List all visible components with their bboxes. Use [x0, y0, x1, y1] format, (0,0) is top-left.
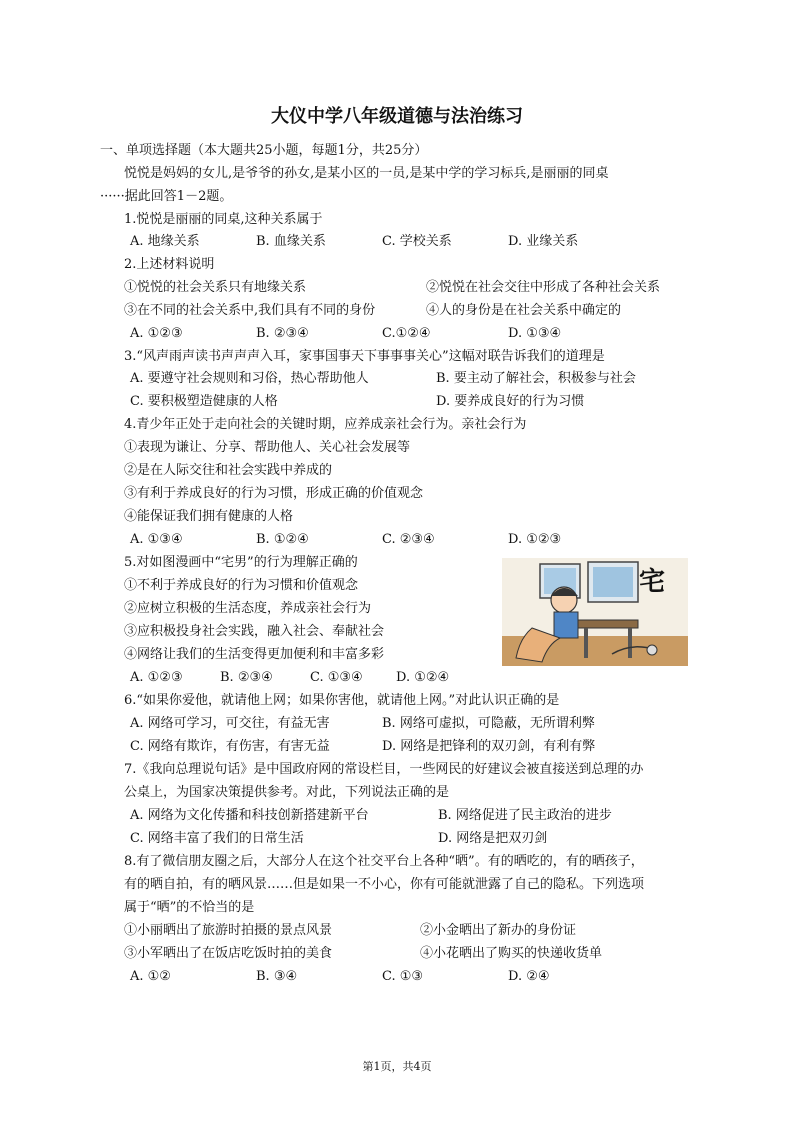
- option: C. 学校关系: [382, 234, 452, 249]
- option: A. 网络可学习，可交往，有益无害: [130, 716, 330, 731]
- option: B. 网络可虚拟，可隐蔽，无所谓利弊: [382, 716, 595, 731]
- option: D. 业缘关系: [508, 234, 579, 249]
- option: D. ①③④: [508, 326, 562, 341]
- statement: ③在不同的社会关系中,我们具有不同的身份: [124, 303, 376, 318]
- q4-stem: 4.青少年正处于走向社会的关键时期，应养成亲社会行为。亲社会行为: [124, 417, 527, 432]
- option: D. ②④: [508, 969, 550, 984]
- option: B. ②③④: [220, 670, 273, 685]
- statement: ③小军晒出了在饭店吃饭时拍的美食: [124, 946, 333, 961]
- section-heading: 一、单项选择题（本大题共25小题，每题1分，共25分）: [100, 143, 428, 158]
- option: A. 要遵守社会规则和习俗，热心帮助他人: [130, 371, 369, 386]
- option: B. ②③④: [256, 326, 309, 341]
- option: C.①②④: [382, 326, 431, 341]
- option: A. ①②: [130, 969, 171, 984]
- q2-stem: 2.上述材料说明: [124, 257, 215, 272]
- statement: ④小花晒出了购买的快递收货单: [420, 946, 603, 961]
- option: D. 网络是把锋利的双刃剑，有利有弊: [382, 739, 596, 754]
- option: B. 网络促进了民主政治的进步: [438, 808, 612, 823]
- option: A. 网络为文化传播和科技创新搭建新平台: [130, 808, 369, 823]
- q8-stem: 有的晒自拍，有的晒风景……但是如果一不小心，你有可能就泄露了自己的隐私。下列选项: [124, 877, 645, 892]
- option: C. ②③④: [382, 532, 435, 547]
- option: A. ①②③: [130, 670, 183, 685]
- otaku-cartoon-image: [502, 558, 688, 666]
- q8-stem: 8.有了微信朋友圈之后，大部分人在这个社交平台上各种“晒”。有的晒吃的，有的晒孩子，: [124, 854, 644, 869]
- statement: ④人的身份是在社会关系中确定的: [426, 303, 622, 318]
- option: B. ①②④: [256, 532, 309, 547]
- option: C. 网络丰富了我们的日常生活: [130, 831, 304, 846]
- option: B. 要主动了解社会，积极参与社会: [436, 371, 636, 386]
- statement: ②应树立积极的生活态度，养成亲社会行为: [124, 601, 372, 616]
- page-number: 第1页，共4页: [362, 1060, 432, 1073]
- option: D. 网络是把双刃剑: [438, 831, 548, 846]
- option: A. ①②③: [130, 326, 183, 341]
- statement: ①小丽晒出了旅游时拍摄的景点风景: [124, 923, 333, 938]
- option: D. ①②③: [508, 532, 562, 547]
- statement: ②悦悦在社会交往中形成了各种社会关系: [426, 280, 661, 295]
- statement: ③有利于养成良好的行为习惯，形成正确的价值观念: [124, 486, 424, 501]
- statement: ②是在人际交往和社会实践中养成的: [124, 463, 333, 478]
- q8-stem: 属于“晒”的不恰当的是: [124, 900, 255, 915]
- option: A. ①③④: [130, 532, 183, 547]
- passage-line: ······据此回答1－2题。: [100, 189, 233, 204]
- statement: ④能保证我们拥有健康的人格: [124, 509, 294, 524]
- passage-line: 悦悦是妈妈的女儿,是爷爷的孙女,是某小区的一员,是某中学的学习标兵,是丽丽的同桌: [124, 166, 609, 181]
- cartoon-label: 宅: [638, 567, 666, 597]
- option: B. ③④: [256, 969, 298, 984]
- option: C. ①③④: [310, 670, 363, 685]
- option: C. 网络有欺诈，有伤害，有害无益: [130, 739, 330, 754]
- q7-stem: 公桌上，为国家决策提供参考。对此，下列说法正确的是: [124, 785, 450, 800]
- option: D. 要养成良好的行为习惯: [436, 394, 585, 409]
- statement: ①悦悦的社会关系只有地缘关系: [124, 280, 307, 295]
- option: B. 血缘关系: [256, 234, 326, 249]
- page-title: 大仪中学八年级道德与法治练习: [271, 106, 523, 127]
- statement: ①不利于养成良好的行为习惯和价值观念: [124, 578, 359, 593]
- option: A. 地缘关系: [130, 234, 200, 249]
- statement: ①表现为谦让、分享、帮助他人、关心社会发展等: [124, 440, 411, 455]
- q1-stem: 1.悦悦是丽丽的同桌,这种关系属于: [124, 212, 323, 227]
- statement: ②小金晒出了新办的身份证: [420, 923, 577, 938]
- q3-stem: 3.“风声雨声读书声声声入耳，家事国事天下事事事关心”这幅对联告诉我们的道理是: [124, 349, 605, 364]
- q7-stem: 7.《我向总理说句话》是中国政府网的常设栏目，一些网民的好建议会被直接送到总理的办: [124, 762, 644, 777]
- q6-stem: 6.“如果你爱他，就请他上网；如果你害他，就请他上网。”对此认识正确的是: [124, 693, 560, 708]
- option: D. ①②④: [396, 670, 450, 685]
- q5-stem: 5.对如图漫画中“宅男”的行为理解正确的: [124, 555, 358, 570]
- option: C. 要积极塑造健康的人格: [130, 394, 278, 409]
- option: C. ①③: [382, 969, 424, 984]
- statement: ③应积极投身社会实践，融入社会、奉献社会: [124, 624, 385, 639]
- statement: ④网络让我们的生活变得更加便利和丰富多彩: [124, 647, 385, 662]
